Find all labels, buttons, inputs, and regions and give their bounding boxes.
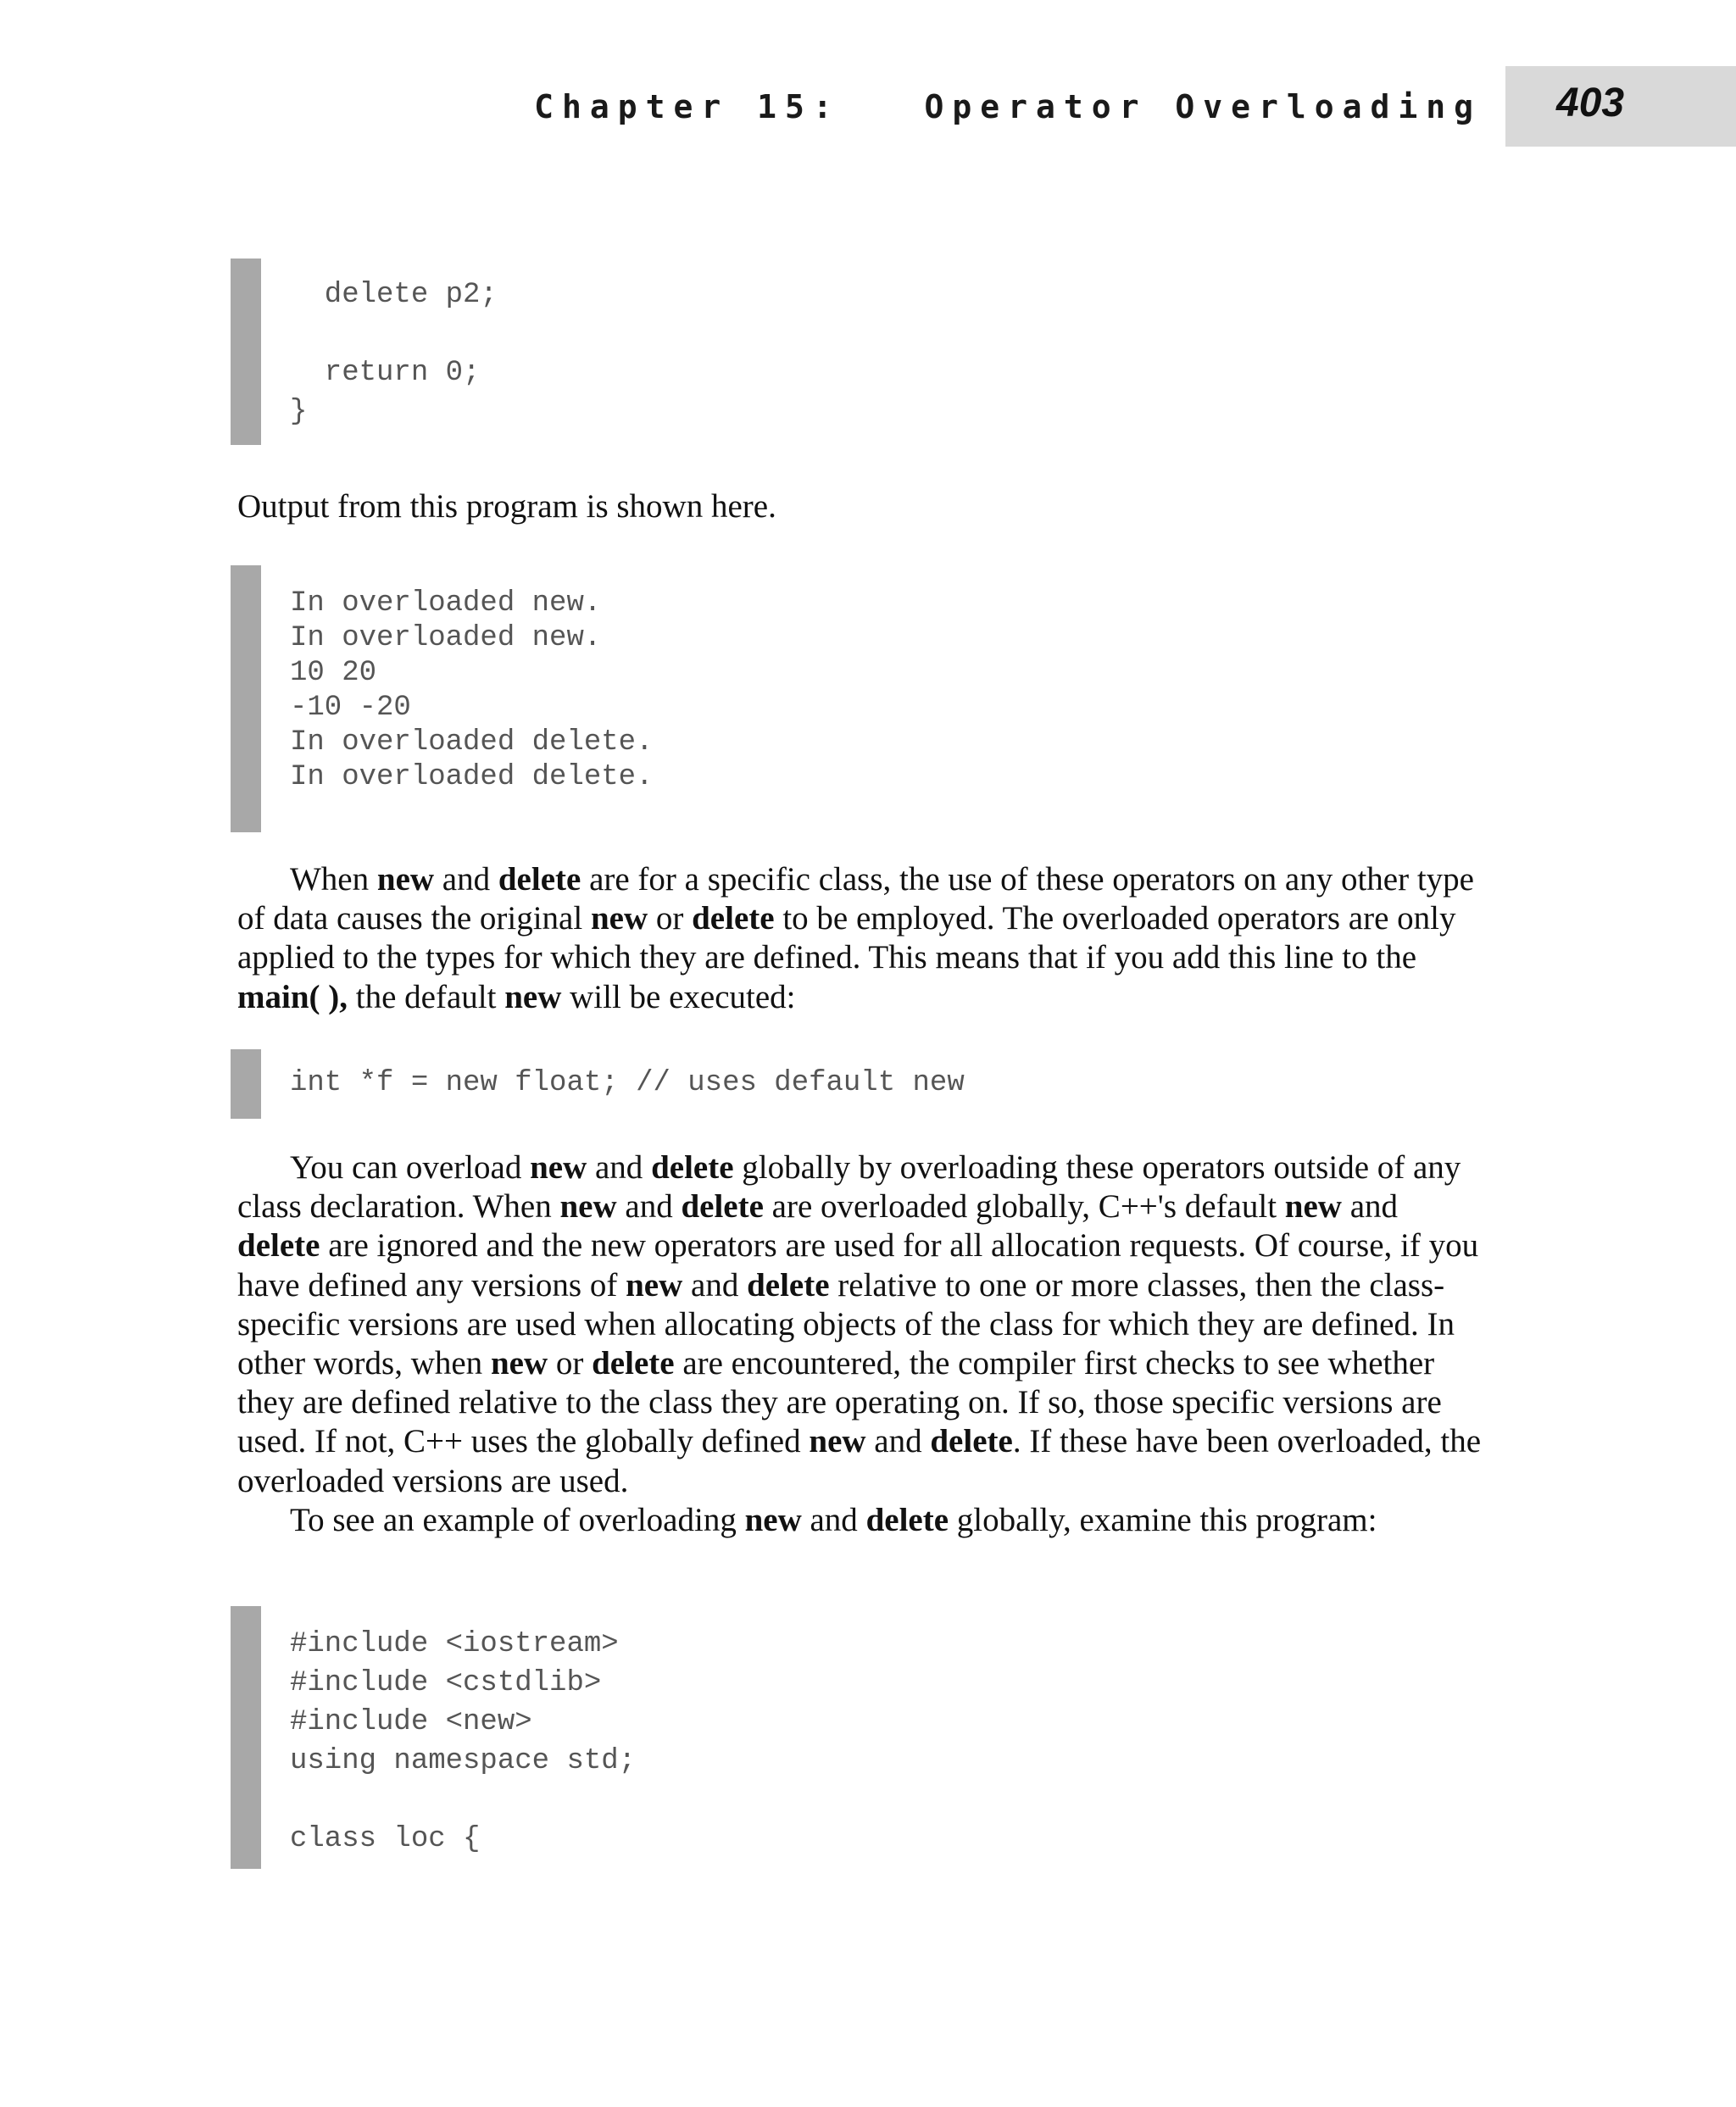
code-line: } [290, 396, 308, 428]
keyword: new [504, 978, 562, 1015]
text-run: globally by overloading these operators outside of any class declaration. When [237, 1149, 1461, 1226]
page-number-box [1505, 66, 1736, 147]
text-run: When [290, 861, 377, 898]
paragraph-global-overload [237, 1148, 1483, 1540]
keyword: new [1284, 1188, 1342, 1226]
text-run: and [682, 1266, 748, 1304]
keyword: new [590, 900, 648, 937]
code-bar [231, 1606, 261, 1869]
running-header [534, 88, 1482, 125]
code-line: class loc { [290, 1823, 481, 1855]
text-run: are encountered, the compiler first checks to see whether they are defined relative to the class they are operating on. If so, those specific versions are used. If not, C++ uses the globally defined [237, 1345, 1442, 1460]
keyword: new [744, 1501, 802, 1538]
text-run: and [865, 1423, 931, 1460]
code-line: using namespace std; [290, 1745, 637, 1777]
keyword: main( ), [237, 978, 348, 1015]
text-run: and [587, 1149, 652, 1186]
text-run: You can overload [290, 1149, 531, 1186]
text-run: or [648, 900, 693, 937]
code-bar [231, 1049, 261, 1119]
code-line [290, 1781, 636, 1820]
intro-sentence: Output from this program is shown here. [237, 488, 776, 525]
keyword: new [376, 861, 435, 898]
paragraph-class-specific [237, 860, 1483, 1017]
text-run: and [434, 861, 498, 898]
keyword: new [809, 1423, 866, 1460]
text-run: and [616, 1188, 682, 1226]
chapter-label: Chapter 15: [534, 88, 841, 125]
intro-text [237, 487, 1483, 526]
output-line: -10 -20 [290, 692, 411, 724]
paragraph-example-intro [237, 1501, 1483, 1540]
text-run: and [801, 1501, 866, 1538]
text-run: globally, examine this program: [949, 1501, 1377, 1538]
code-line: delete p2; [290, 279, 498, 311]
code-lines [290, 275, 498, 431]
text-run: are ignored and the new operators are used for all allocation requests. Of course, if you have defined any versions of [237, 1227, 1479, 1304]
keyword: new [490, 1345, 548, 1382]
keyword: delete [498, 861, 581, 898]
page-header [0, 66, 1736, 147]
text-run: are for a specific class, the use of these operators on any other type of data causes the original [237, 861, 1474, 937]
text-run: will be executed: [561, 978, 796, 1015]
keyword: delete [865, 1501, 949, 1538]
code-line: int *f = new float; // uses default new [290, 1067, 965, 1099]
keyword: delete [747, 1266, 830, 1304]
code-line: #include <cstdlib> [290, 1667, 602, 1699]
keyword: new [530, 1149, 587, 1186]
text-run: or [548, 1345, 593, 1382]
code-line: #include <iostream> [290, 1628, 619, 1660]
output-line: In overloaded delete. [290, 726, 654, 759]
keyword: delete [592, 1345, 675, 1382]
keyword: delete [681, 1188, 764, 1226]
text-run: and [1341, 1188, 1399, 1226]
keyword: delete [930, 1423, 1013, 1460]
output-line: In overloaded new. [290, 587, 602, 620]
text-run: . If these have been overloaded, the overloaded versions are used. [237, 1423, 1482, 1499]
code-line [290, 314, 498, 353]
code-bar [231, 565, 261, 832]
code-lines [290, 1625, 636, 1859]
keyword: new [559, 1188, 617, 1226]
chapter-title: Operator Overloading [924, 88, 1482, 125]
output-line: In overloaded new. [290, 622, 602, 654]
code-line: #include <new> [290, 1706, 532, 1738]
paragraph-text [237, 1148, 1483, 1501]
output-lines [290, 587, 653, 795]
text-run: to be employed. The overloaded operators are only applied to the types for which they are defined. This means that if you add this line to the [237, 900, 1456, 976]
output-line: In overloaded delete. [290, 761, 654, 793]
keyword: delete [237, 1227, 320, 1265]
text-run: the default [348, 978, 505, 1015]
paragraph-text [237, 860, 1483, 1017]
output-line: 10 20 [290, 657, 377, 689]
text-run: are overloaded globally, C++'s default [763, 1188, 1285, 1226]
keyword: delete [692, 900, 775, 937]
keyword: new [626, 1266, 683, 1304]
text-run: relative to one or more classes, then the class-specific versions are used when allocating objects of the class for which they are defined. In other words, when [237, 1266, 1455, 1382]
keyword: delete [651, 1149, 734, 1186]
text-run: To see an example of overloading [290, 1501, 745, 1538]
code-bar [231, 259, 261, 445]
code-line: return 0; [290, 357, 481, 389]
code-lines [290, 1066, 965, 1101]
page-number: 403 [1556, 81, 1625, 125]
